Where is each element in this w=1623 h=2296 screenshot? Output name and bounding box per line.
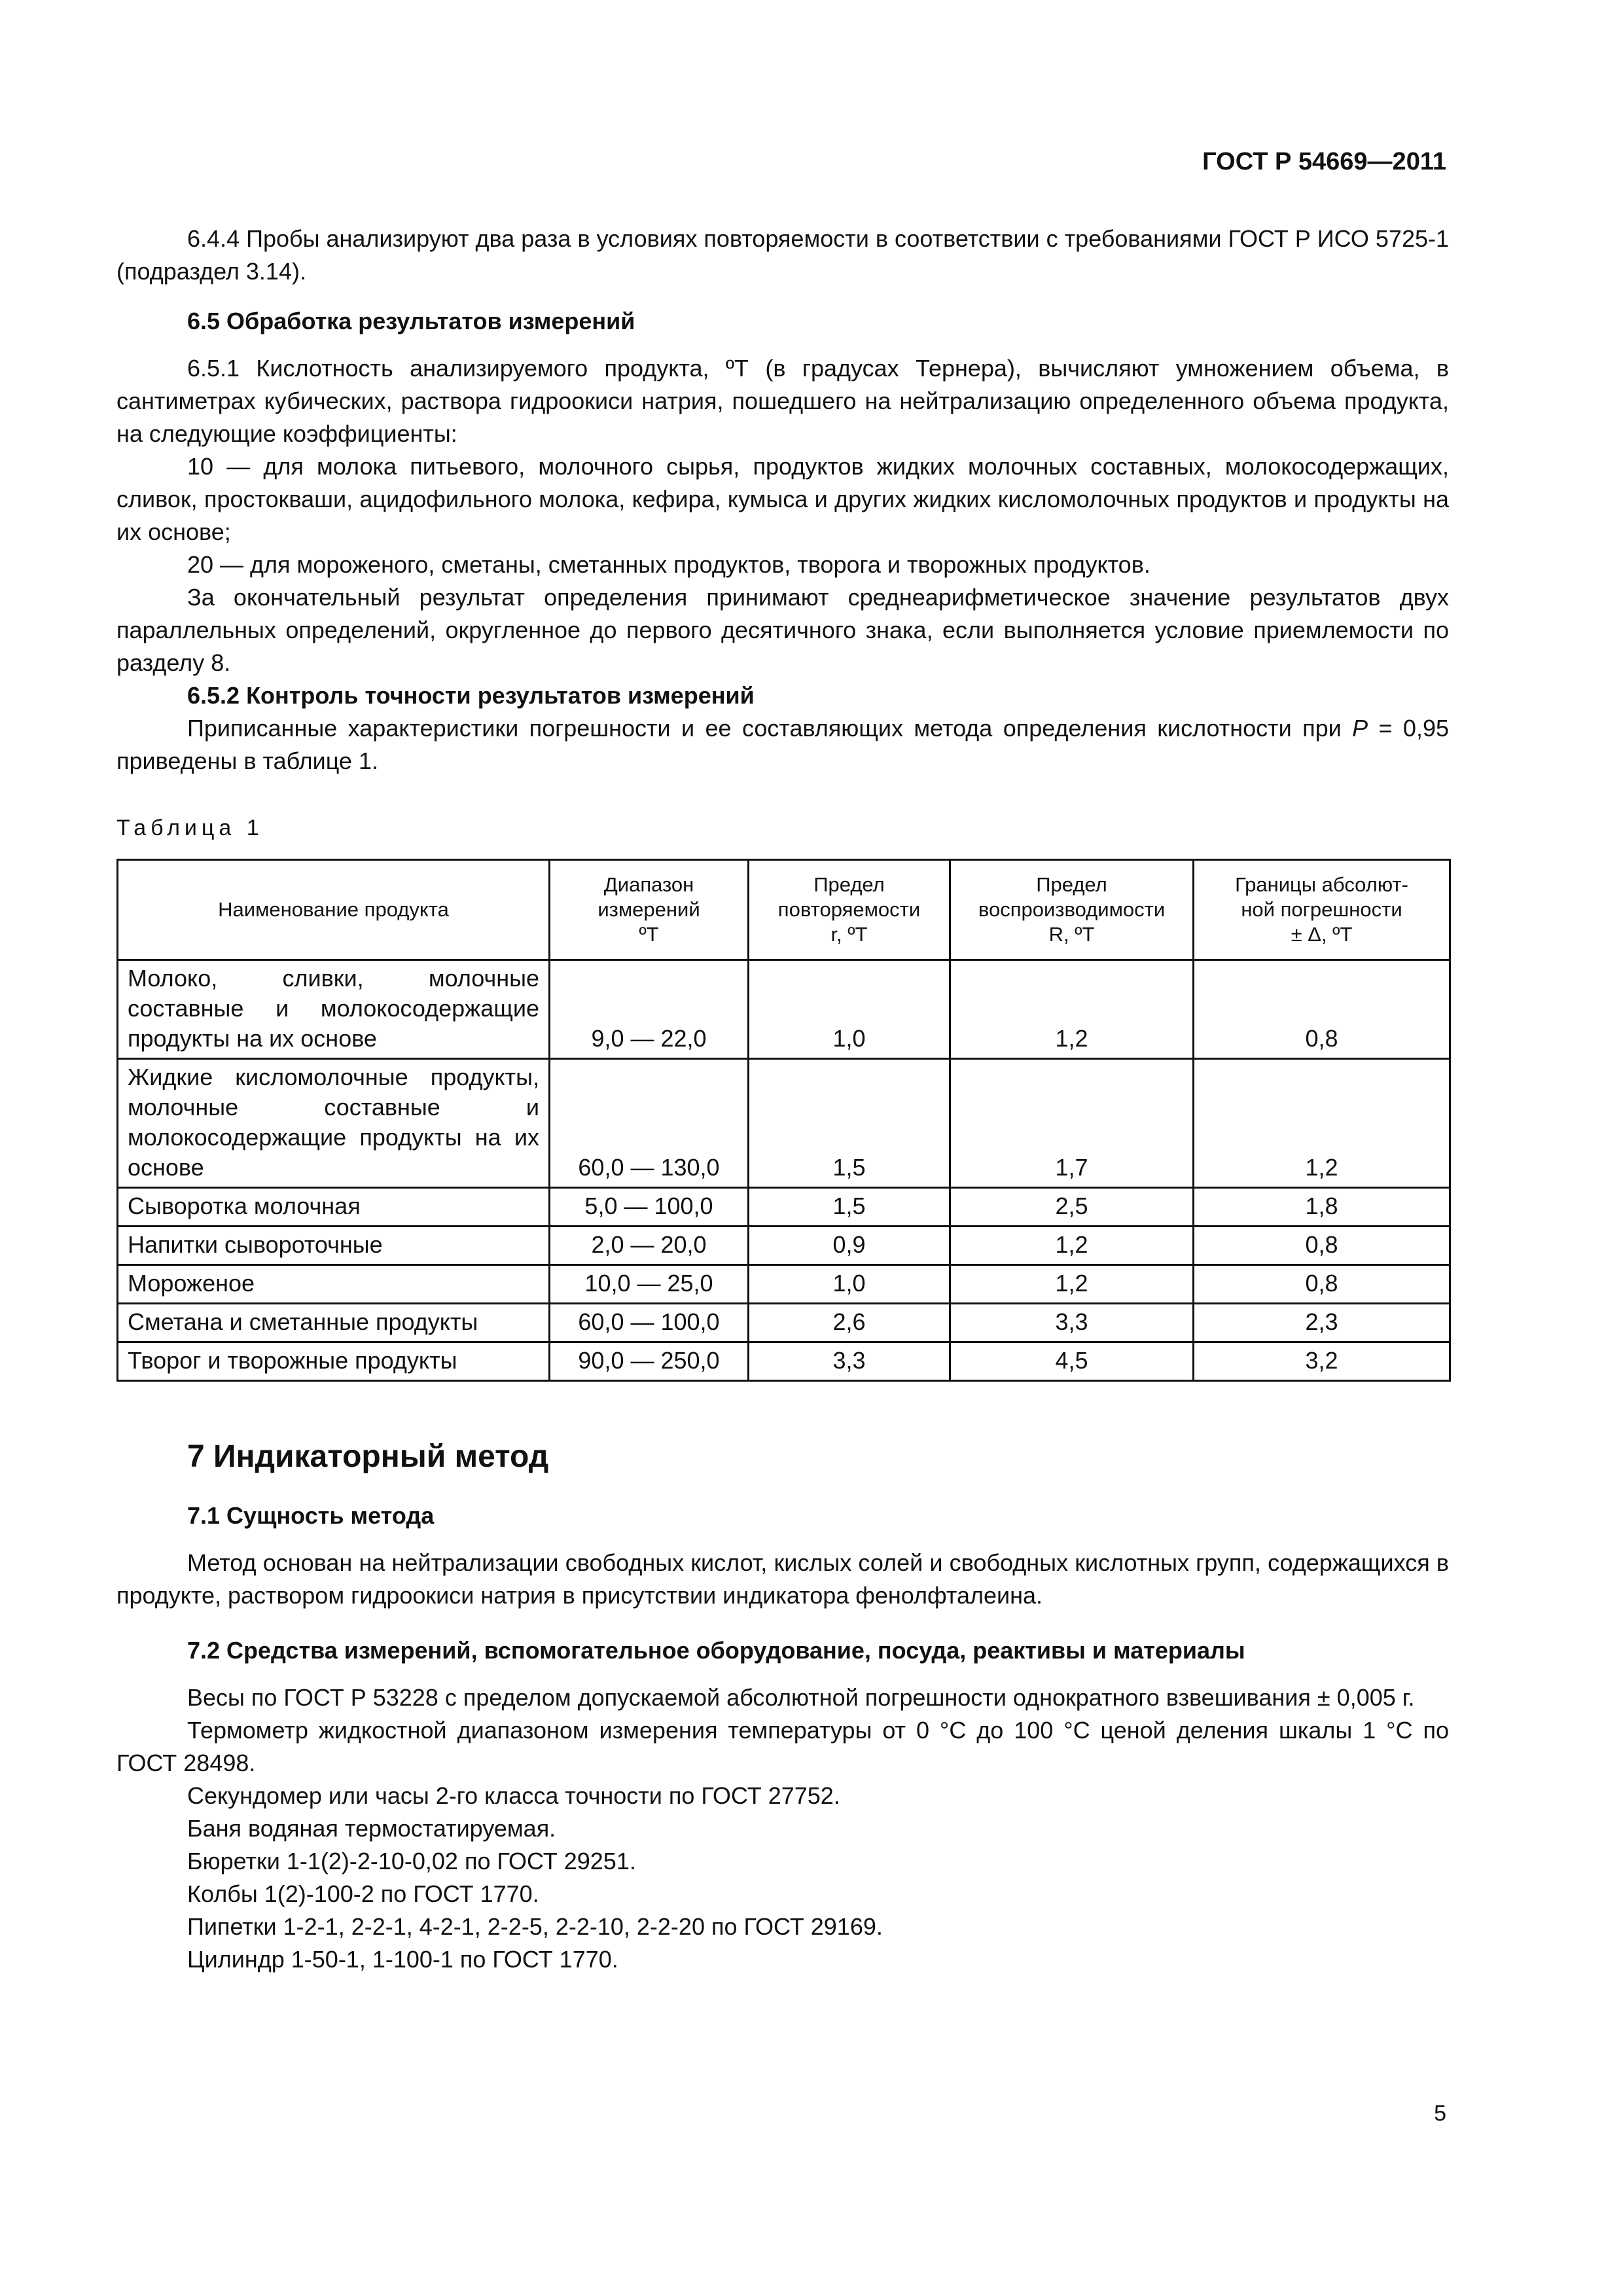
cell-reproducibility: 4,5	[950, 1342, 1194, 1381]
table-row	[118, 1304, 1450, 1342]
cell-repeatability: 1,5	[749, 1059, 950, 1188]
cell-reproducibility: 2,5	[950, 1188, 1194, 1227]
heading-7: 7 Индикаторный метод	[187, 1439, 549, 1474]
list-item: Секундомер или часы 2-го класса точности по ГОСТ 27752.	[187, 1782, 840, 1809]
header-text: Предел	[1036, 873, 1107, 896]
header-text: ºТ	[639, 923, 659, 946]
list-item: Бюретки 1-1(2)-2-10-0,02 по ГОСТ 29251.	[187, 1848, 636, 1874]
header-range	[550, 860, 749, 960]
heading-7-2: 7.2 Средства измерений, вспомогательное оборудование, посуда, реактивы и материалы	[187, 1637, 1245, 1664]
cell-product: Сыворотка молочная	[118, 1188, 550, 1227]
cell-product: Молоко, сливки, молочные составные и молокосодержащие продукты на их основе	[118, 960, 550, 1059]
cell-error-bounds: 1,2	[1194, 1059, 1450, 1188]
cell-repeatability: 1,5	[749, 1188, 950, 1227]
header-text: Предел	[813, 873, 885, 896]
table-row	[118, 960, 1450, 1059]
cell-range: 60,0 — 100,0	[550, 1304, 749, 1342]
cell-reproducibility: 3,3	[950, 1304, 1194, 1342]
cell-error-bounds: 0,8	[1194, 1227, 1450, 1265]
list-item: Баня водяная термостатируемая.	[187, 1815, 556, 1842]
header-product-name	[118, 860, 550, 960]
table-caption: Таблица 1	[116, 816, 264, 840]
header-text: ± Δ, ºТ	[1291, 923, 1353, 946]
header-text: Наименование продукта	[218, 898, 449, 921]
header-text: Диапазон	[603, 873, 694, 896]
cell-product: Творог и творожные продукты	[118, 1342, 550, 1381]
list-item: Цилиндр 1-50-1, 1-100-1 по ГОСТ 1770.	[187, 1946, 618, 1973]
cell-reproducibility: 1,2	[950, 1227, 1194, 1265]
paragraph-coefficient-20: 20 — для мороженого, сметаны, сметанных продуктов, творога и творожных продуктов.	[187, 551, 1150, 578]
cell-error-bounds: 0,8	[1194, 1265, 1450, 1304]
paragraph-6-5-2-text-end: = 0,95 приведены в таблице 1.	[116, 715, 1449, 774]
cell-range: 5,0 — 100,0	[550, 1188, 749, 1227]
paragraph-coefficient-10: 10 — для молока питьевого, молочного сырья, продуктов жидких молочных составных, молокосодержащих, сливок, простокваши, ацидофильного молока, кефира, кумыса и других жидких кисломолочных продуктов и продукты на их основе;	[116, 453, 1449, 545]
table-row	[118, 1188, 1450, 1227]
paragraph-7-1: Метод основан на нейтрализации свободных кислот, кислых солей и свободных кислотных групп, содержащихся в продукте, раствором гидроокиси натрия в присутствии индикатора фенолфталеина.	[116, 1549, 1449, 1609]
cell-error-bounds: 1,8	[1194, 1188, 1450, 1227]
header-text: Границы абсолют-	[1235, 873, 1408, 896]
cell-range: 10,0 — 25,0	[550, 1265, 749, 1304]
cell-product: Напитки сывороточные	[118, 1227, 550, 1265]
cell-product: Жидкие кисломолочные продукты, молочные составные и молокосодержащие продукты на их основе	[118, 1059, 550, 1188]
cell-repeatability: 1,0	[749, 1265, 950, 1304]
cell-product: Сметана и сметанные продукты	[118, 1304, 550, 1342]
acidity-table	[116, 859, 1451, 1382]
cell-error-bounds: 3,2	[1194, 1342, 1450, 1381]
cell-range: 2,0 — 20,0	[550, 1227, 749, 1265]
table-row	[118, 1059, 1450, 1188]
table-row	[118, 1342, 1450, 1381]
cell-reproducibility: 1,2	[950, 960, 1194, 1059]
cell-error-bounds: 2,3	[1194, 1304, 1450, 1342]
cell-repeatability: 1,0	[749, 960, 950, 1059]
cell-reproducibility: 1,2	[950, 1265, 1194, 1304]
cell-repeatability: 0,9	[749, 1227, 950, 1265]
variable-p: P	[1352, 715, 1368, 742]
list-item: Колбы 1(2)-100-2 по ГОСТ 1770.	[187, 1880, 539, 1907]
header-text: r, ºТ	[830, 923, 868, 946]
header-text: повторяемости	[777, 898, 921, 921]
table-header-row	[118, 860, 1450, 960]
paragraph-6-4-4: 6.4.4 Пробы анализируют два раза в условиях повторяемости в соответствии с требованиями ГОСТ Р ИСО 5725-1 (подраздел 3.14).	[116, 225, 1449, 285]
header-text: измерений	[597, 898, 700, 921]
cell-range: 9,0 — 22,0	[550, 960, 749, 1059]
cell-error-bounds: 0,8	[1194, 960, 1450, 1059]
paragraph-6-5-2-text: Приписанные характеристики погрешности и ее составляющих метода определения кислотности при	[187, 715, 1353, 742]
paragraph-6-5-2	[116, 712, 1449, 778]
header-repeatability	[749, 860, 950, 960]
page-number: 5	[1434, 2101, 1446, 2126]
paragraph-final-result: За окончательный результат определения принимают среднеарифметическое значение результатов двух параллельных определений, округленное до первого десятичного знака, если выполняется условие приемлемости по разделу 8.	[116, 584, 1449, 676]
heading-6-5-2: 6.5.2 Контроль точности результатов измерений	[187, 682, 755, 709]
cell-repeatability: 2,6	[749, 1304, 950, 1342]
cell-range: 90,0 — 250,0	[550, 1342, 749, 1381]
header-text: воспроизводимости	[978, 898, 1166, 921]
list-item: Пипетки 1-2-1, 2-2-1, 4-2-1, 2-2-5, 2-2-10, 2-2-20 по ГОСТ 29169.	[187, 1913, 883, 1940]
table-row	[118, 1265, 1450, 1304]
list-item: Термометр жидкостной диапазоном измерения температуры от 0 °С до 100 °С ценой деления шкалы 1 °С по ГОСТ 28498.	[116, 1717, 1449, 1776]
header-text: ной погрешности	[1241, 898, 1402, 921]
document-code-header: ГОСТ Р 54669—2011	[1202, 148, 1446, 175]
cell-reproducibility: 1,7	[950, 1059, 1194, 1188]
header-text: R, ºТ	[1048, 923, 1095, 946]
paragraph-6-5-1: 6.5.1 Кислотность анализируемого продукта, ºТ (в градусах Тернера), вычисляют умножением объема, в сантиметрах кубических, раствора гидроокиси натрия, пошедшего на нейтрализацию определенного объема продукта, на следующие коэффициенты:	[116, 355, 1449, 447]
header-reproducibility	[950, 860, 1194, 960]
header-error-bounds	[1194, 860, 1450, 960]
table-row	[118, 1227, 1450, 1265]
heading-6-5: 6.5 Обработка результатов измерений	[187, 308, 635, 334]
cell-product: Мороженое	[118, 1265, 550, 1304]
cell-range: 60,0 — 130,0	[550, 1059, 749, 1188]
heading-7-1: 7.1 Сущность метода	[187, 1502, 435, 1529]
document-body	[116, 223, 1449, 1976]
cell-repeatability: 3,3	[749, 1342, 950, 1381]
list-item: Весы по ГОСТ Р 53228 с пределом допускаемой абсолютной погрешности однократного взвешивания ± 0,005 г.	[187, 1684, 1415, 1711]
